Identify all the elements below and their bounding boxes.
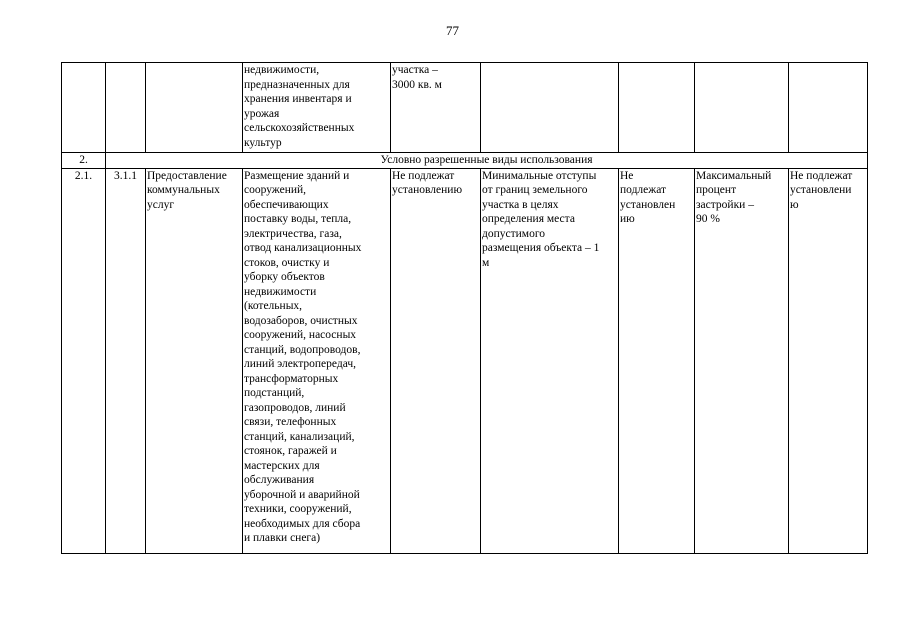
cell-coverage [695,63,789,153]
cell-num [62,63,106,153]
cell-setbacks [481,63,619,153]
table-row [62,168,868,553]
section-number: 2. [62,153,106,169]
cell-floors [619,63,695,153]
row-description: Размещение зданий и сооружений, обеспечивающих поставку воды, тепла, электричества, газа, отвод канализационных стоков, очистку и уборку объектов недвижимости (котельных, водозаборов, очистных сооружений, насосных станций, водопроводов, линий электропередач, трансформаторных подстанций, газопроводов, линий связи, телефонных станций, канализаций, стоянок, гаражей и мастерских для обслуживания уборочной и аварийной техники, сооружений, необходимых для сбора и плавки снега) [243,168,391,553]
table-row-continued [62,63,868,153]
row-setbacks: Минимальные отступы от границ земельного участка в целях определения места допустимого размещения объекта – 1 м [481,168,619,553]
cell-area: участка – 3000 кв. м [391,63,481,153]
row-floors: Не подлежат установлен ию [619,168,695,553]
section-row [62,153,868,169]
page-number: 77 [446,23,459,38]
row-other: Не подлежат установлени ю [789,168,868,553]
section-title: Условно разрешенные виды использования [106,153,868,169]
zoning-table [61,62,868,554]
cell-name [146,63,243,153]
cell-code [106,63,146,153]
row-number: 2.1. [62,168,106,553]
row-coverage: Максимальный процент застройки – 90 % [695,168,789,553]
row-code: 3.1.1 [106,168,146,553]
cell-other [789,63,868,153]
row-area: Не подлежат установлению [391,168,481,553]
cell-description: недвижимости, предназначенных для хранения инвентаря и урожая сельскохозяйственных культур [243,63,391,153]
row-name: Предоставление коммунальных услуг [146,168,243,553]
